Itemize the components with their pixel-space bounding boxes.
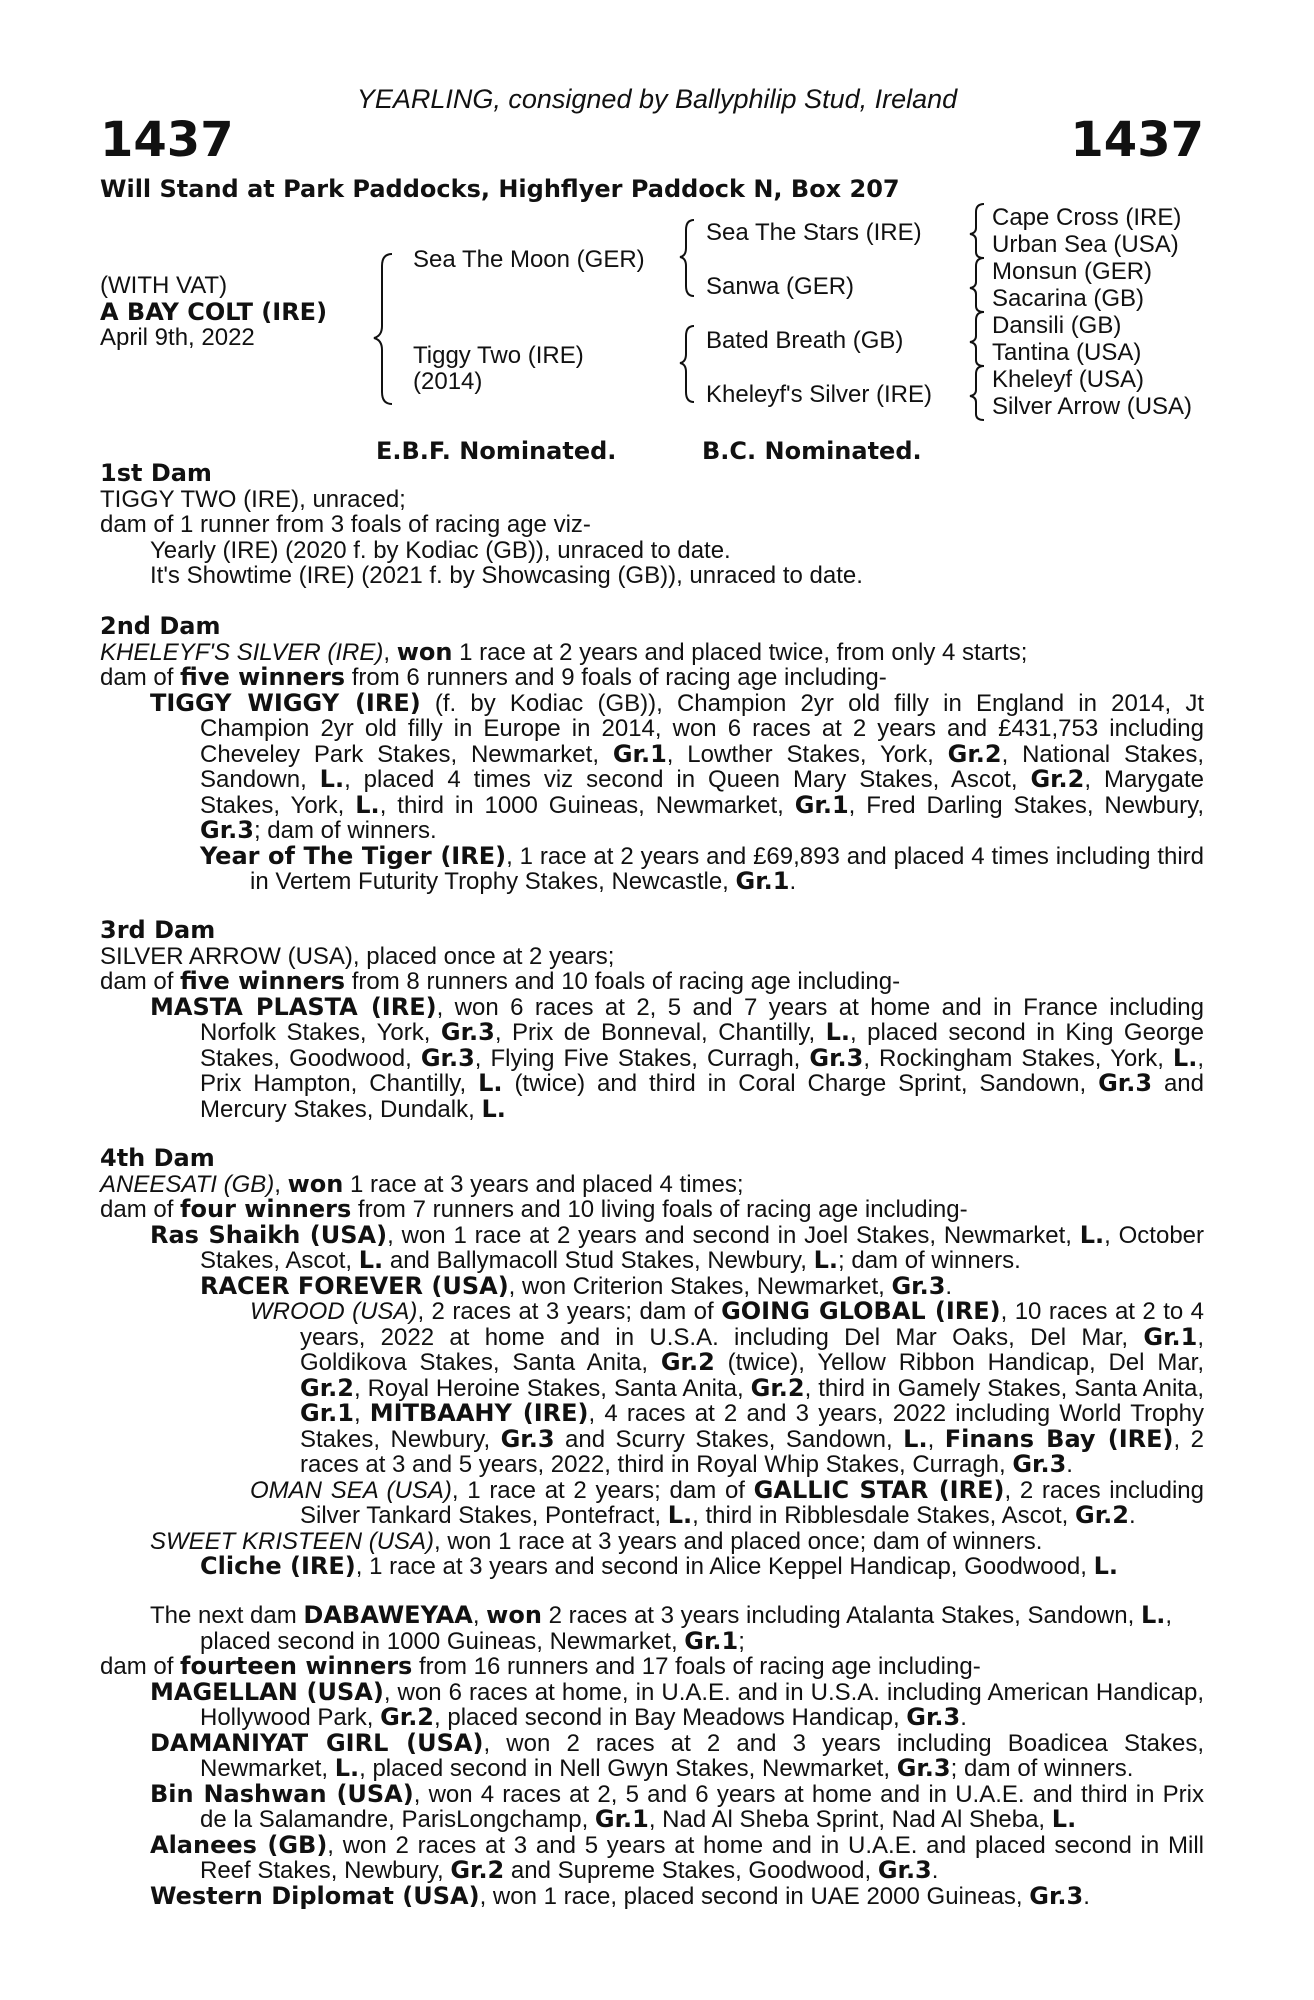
produce-summary: dam of four winners from 7 runners and 10 living foals of racing age including- — [100, 1195, 968, 1223]
dam: Tiggy Two (IRE) — [413, 342, 584, 369]
dam-line: KHELEYF'S SILVER (IRE), won 1 race at 2 years and placed twice, from only 4 starts; — [100, 637, 1028, 666]
produce-summary: dam of five winners from 6 runners and 9 foals of racing age including- — [100, 663, 887, 691]
sire-brace — [680, 220, 694, 296]
vat-note: (WITH VAT) — [100, 272, 228, 299]
first-dam-section — [100, 461, 1204, 589]
sdd: Sacarina (GB) — [992, 285, 1145, 312]
produce-summary: dam of five winners from 8 runners and 10 foals of racing age including- — [100, 967, 901, 995]
section-heading: 2nd Dam — [100, 612, 221, 640]
produce-entry: Cliche (IRE), 1 race at 3 years and second in Alice Keppel Handicap, Goodwood, L. — [200, 1552, 1118, 1580]
dam-year: (2014) — [413, 368, 483, 395]
sd-brace — [970, 258, 984, 312]
produce-entry: Ras Shaikh (USA), won 1 race at 2 years and second in Joel Stakes, Newmarket, L., October Stakes, Ascot, L. and Ballymacoll Stud Stakes, Newbury, L.; dam of winners. — [150, 1220, 1205, 1274]
produce-entry: MAGELLAN (USA), won 6 races at home, in U.A.E. and in U.S.A. including American Handicap, Hollywood Park, Gr.2, placed second in Bay Meadows Handicap, Gr.3. — [150, 1677, 1204, 1731]
produce-entry: WROOD (USA), 2 races at 3 years; dam of GOING GLOBAL (IRE), 10 races at 2 to 4 years, 2022 at home and in U.S.A. including Del Mar Oaks, Del Mar, Gr.1, Goldikova Stakes, Santa Anita, Gr.2 (twice), Yellow Ribbon Handicap, Del Mar, Gr.2, Royal Heroine Stakes, Santa Anita, Gr.2, third in Gamely Stakes, Santa Anita, Gr.1, MITBAAHY (IRE), 4 races at 2 and 3 years, 2022 including World Trophy Stakes, Newbury, Gr.3 and Scurry Stakes, Sandown, L., Finans Bay (IRE), 2 races at 3 and 5 years, 2022, third in Royal Whip Stakes, Curragh, Gr.3. — [250, 1297, 1205, 1478]
dsd: Tantina (USA) — [992, 339, 1142, 366]
ds-brace — [970, 312, 984, 366]
foaling-date: April 9th, 2022 — [100, 324, 255, 351]
dam-line: TIGGY TWO (IRE), unraced; — [100, 485, 406, 513]
sire: Sea The Moon (GER) — [413, 246, 645, 273]
ebf-nomination: E.B.F. Nominated. — [376, 437, 617, 465]
section-heading: 3rd Dam — [100, 916, 216, 944]
ssd: Urban Sea (USA) — [992, 231, 1179, 258]
main-brace — [374, 254, 392, 404]
dd-brace — [970, 366, 984, 420]
produce-entry: Bin Nashwan (USA), won 4 races at 2, 5 and 6 years at home and in U.A.E. and third in Prix de la Salamandre, ParisLongchamp, Gr.1, Nad Al Sheba Sprint, Nad Al Sheba, L. — [150, 1779, 1204, 1833]
produce-entry: It's Showtime (IRE) (2021 f. by Showcasing (GB)), unraced to date. — [150, 562, 863, 589]
sire-dam: Sanwa (GER) — [706, 273, 855, 300]
dds: Kheleyf (USA) — [992, 366, 1145, 393]
produce-summary: dam of fourteen winners from 16 runners and 17 foals of racing age including- — [100, 1652, 981, 1680]
sss: Cape Cross (IRE) — [992, 204, 1182, 231]
ss-brace — [970, 204, 984, 258]
section-heading: 1st Dam — [100, 459, 212, 487]
next-dam-section — [100, 1603, 1204, 1909]
produce-entry: RACER FOREVER (USA), won Criterion Stakes, Newmarket, Gr.3. — [200, 1271, 953, 1300]
ddd: Silver Arrow (USA) — [992, 393, 1193, 420]
sds: Monsun (GER) — [992, 258, 1153, 285]
bc-nomination: B.C. Nominated. — [702, 437, 922, 465]
consignor-line: YEARLING, consigned by Ballyphilip Stud, Ireland — [356, 84, 958, 114]
third-dam-section — [100, 918, 1204, 1122]
dam-sire: Bated Breath (GB) — [706, 327, 904, 354]
produce-entry: OMAN SEA (USA), 1 race at 2 years; dam of GALLIC STAR (IRE), 2 races including Silver Tankard Stakes, Pontefract, L., third in Ribblesdale Stakes, Ascot, Gr.2. — [250, 1475, 1205, 1529]
second-dam-section — [100, 614, 1204, 895]
lot-number-left: 1437 — [100, 112, 234, 168]
dam-brace — [680, 326, 694, 402]
produce-entry: DAMANIYAT GIRL (USA), won 2 races at 2 and 3 years including Boadicea Stakes, Newmarket, L., placed second in Nell Gwyn Stakes, Newmarket, Gr.3; dam of winners. — [150, 1728, 1204, 1782]
produce-entry: MASTA PLASTA (IRE), won 6 races at 2, 5 and 7 years at home and in France including Norfolk Stakes, York, Gr.3, Prix de Bonneval, Chantilly, L., placed second in King George Stakes, Goodwood, Gr.3, Flying Five Stakes, Curragh, Gr.3, Rockingham Stakes, York, L., Prix Hampton, Chantilly, L. (twice) and third in Coral Charge Sprint, Sandown, Gr.3 and Mercury Stakes, Dundalk, L. — [150, 992, 1204, 1123]
produce-entry: Alanees (GB), won 2 races at 3 and 5 years at home and in U.A.E. and placed second in Mill Reef Stakes, Newbury, Gr.2 and Supreme Stakes, Goodwood, Gr.3. — [150, 1830, 1204, 1884]
dam-dam: Kheleyf's Silver (IRE) — [706, 381, 932, 408]
horse-name: A BAY COLT (IRE) — [100, 298, 328, 326]
section-heading: 4th Dam — [100, 1144, 215, 1172]
sire-sire: Sea The Stars (IRE) — [706, 219, 922, 246]
lot-number-right: 1437 — [1070, 112, 1204, 168]
dss: Dansili (GB) — [992, 312, 1122, 339]
produce-entry: Western Diplomat (USA), won 1 race, placed second in UAE 2000 Guineas, Gr.3. — [150, 1881, 1090, 1910]
dam-line: ANEESATI (GB), won 1 race at 3 years and placed 4 times; — [100, 1169, 744, 1198]
fourth-dam-section — [100, 1146, 1204, 1580]
produce-summary: dam of 1 runner from 3 foals of racing age viz- — [100, 511, 591, 538]
dam-line: The next dam DABAWEYAA, won 2 races at 3 years including Atalanta Stakes, Sandown, L., placed second in 1000 Guineas, Newmarket, Gr.1; — [150, 1601, 1173, 1655]
dam-line: SILVER ARROW (USA), placed once at 2 years; — [100, 942, 615, 970]
produce-entry: Yearly (IRE) (2020 f. by Kodiac (GB)), unraced to date. — [150, 536, 731, 564]
produce-entry: TIGGY WIGGY (IRE) (f. by Kodiac (GB)), Champion 2yr old filly in England in 2014, Jt Champion 2yr old filly in Europe in 2014, won 6 races at 2 years and £431,753 including Cheveley Park Stakes, Newmarket, Gr.1, Lowther Stakes, York, Gr.2, National Stakes, Sandown, L., placed 4 times viz second in Queen Mary Stakes, Ascot, Gr.2, Marygate Stakes, York, L., third in 1000 Guineas, Newmarket, Gr.1, Fred Darling Stakes, Newbury, Gr.3; dam of winners. — [150, 688, 1205, 844]
produce-entry: Year of The Tiger (IRE), 1 race at 2 years and £69,893 and placed 4 times including third in Vertem Futurity Trophy Stakes, Newcastle, Gr.1. — [200, 841, 1205, 895]
produce-entry: SWEET KRISTEEN (USA), won 1 race at 3 years and placed once; dam of winners. — [150, 1527, 1043, 1555]
stand-location: Will Stand at Park Paddocks, Highflyer Paddock N, Box 207 — [100, 175, 900, 203]
